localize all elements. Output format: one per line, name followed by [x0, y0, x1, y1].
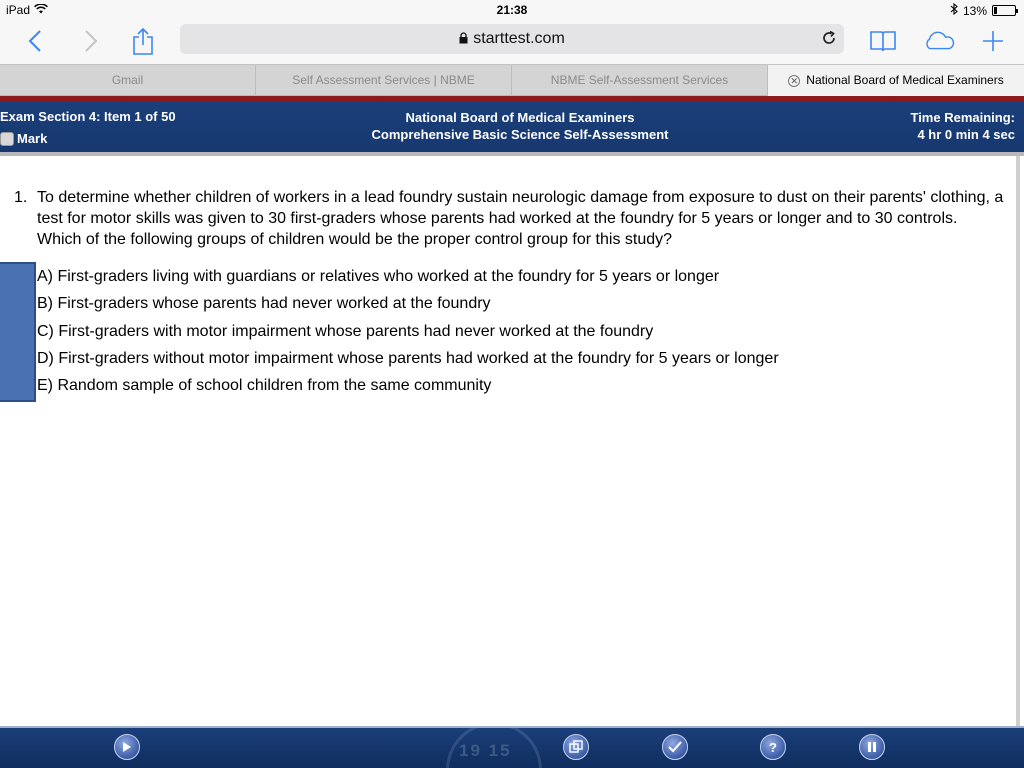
active-tab-label: National Board of Medical Examiners [806, 73, 1004, 87]
battery-percent: 13% [962, 3, 987, 18]
answer-choices [37, 263, 779, 399]
tab-nbme-active[interactable] [768, 65, 1024, 96]
icloud-tabs-icon[interactable] [922, 24, 956, 58]
choice-d[interactable]: D) First-graders without motor impairment whose parents had worked at the foundry for 5 years or longer [37, 349, 779, 367]
lab-values-button[interactable] [536, 734, 616, 760]
nbme-seal-watermark [446, 726, 542, 768]
url-display [180, 30, 844, 49]
battery-fill [994, 7, 997, 14]
question-stem: To determine whether children of workers in a lead foundry sustain neurologic damage from exposure to dust on their parents' clothing, a test for motor skills was given to 30 first-graders whose parents had worked at the foundry for 5 years or longer and to 30 controls. Which of the following groups of children would be the proper control group for this study? [37, 189, 1004, 248]
mark-checkbox[interactable] [0, 132, 14, 146]
status-right [950, 3, 1016, 18]
pause-icon [859, 734, 885, 760]
back-chevron-icon[interactable] [18, 24, 52, 58]
question-stem-block [14, 187, 1004, 250]
battery-icon [992, 5, 1016, 16]
new-tab-plus-icon[interactable] [976, 24, 1010, 58]
tab-nbme-self-assessment[interactable]: NBME Self-Assessment Services [512, 65, 768, 96]
url-text: starttest.com [473, 30, 565, 47]
help-question-icon: ? [760, 734, 786, 760]
tab-self-assessment-services[interactable]: Self Assessment Services | NBME [256, 65, 512, 96]
mark-toggle[interactable] [0, 131, 47, 146]
close-tab-icon[interactable]: ✕ [788, 75, 800, 87]
choice-e[interactable]: E) Random sample of school children from the same community [37, 377, 492, 395]
choice-b[interactable]: B) First-graders whose parents had never worked at the foundry [37, 295, 491, 313]
next-button[interactable] [87, 734, 167, 760]
forward-chevron-icon[interactable] [74, 24, 108, 58]
status-time: 21:38 [496, 3, 528, 17]
bookmarks-icon[interactable] [866, 24, 900, 58]
pause-button[interactable] [832, 734, 912, 760]
question-number: 1. [14, 189, 28, 206]
share-icon[interactable] [126, 24, 160, 58]
device-label: iPad [6, 3, 31, 17]
address-bar[interactable] [180, 24, 844, 54]
mark-label: Mark [17, 131, 48, 146]
time-remaining [910, 109, 1015, 143]
safari-toolbar [0, 20, 1024, 64]
lab-values-icon [563, 734, 589, 760]
choice-a[interactable]: A) First-graders living with guardians or relatives who worked at the foundry for 5 years or longer [37, 268, 720, 285]
bluetooth-icon [950, 3, 958, 18]
exam-header [0, 101, 1024, 152]
browser-tab-bar [0, 64, 1024, 96]
reload-icon[interactable] [820, 29, 838, 52]
time-label: Time Remaining: [910, 110, 1015, 125]
seal-text: 19 15 [459, 741, 512, 760]
answer-selection-strip[interactable] [0, 262, 36, 402]
lock-icon [459, 31, 468, 49]
item-counter: Exam Section 4: Item 1 of 50 [0, 109, 176, 124]
ios-status-bar [0, 0, 1024, 20]
help-button[interactable] [733, 734, 813, 760]
org-title: National Board of Medical Examiners [405, 110, 635, 125]
time-value: 4 hr 0 min 4 sec [917, 127, 1015, 142]
bottom-nav-bar [0, 726, 1024, 768]
review-check-icon [662, 734, 688, 760]
review-button[interactable] [635, 734, 715, 760]
choice-c[interactable]: C) First-graders with motor impairment whose parents had never worked at the foundry [37, 322, 654, 340]
next-arrow-icon [114, 734, 140, 760]
question-panel [0, 156, 1020, 726]
test-title: Comprehensive Basic Science Self-Assessment [371, 127, 669, 142]
tab-gmail[interactable]: Gmail [0, 65, 256, 96]
exam-titles [300, 109, 740, 143]
